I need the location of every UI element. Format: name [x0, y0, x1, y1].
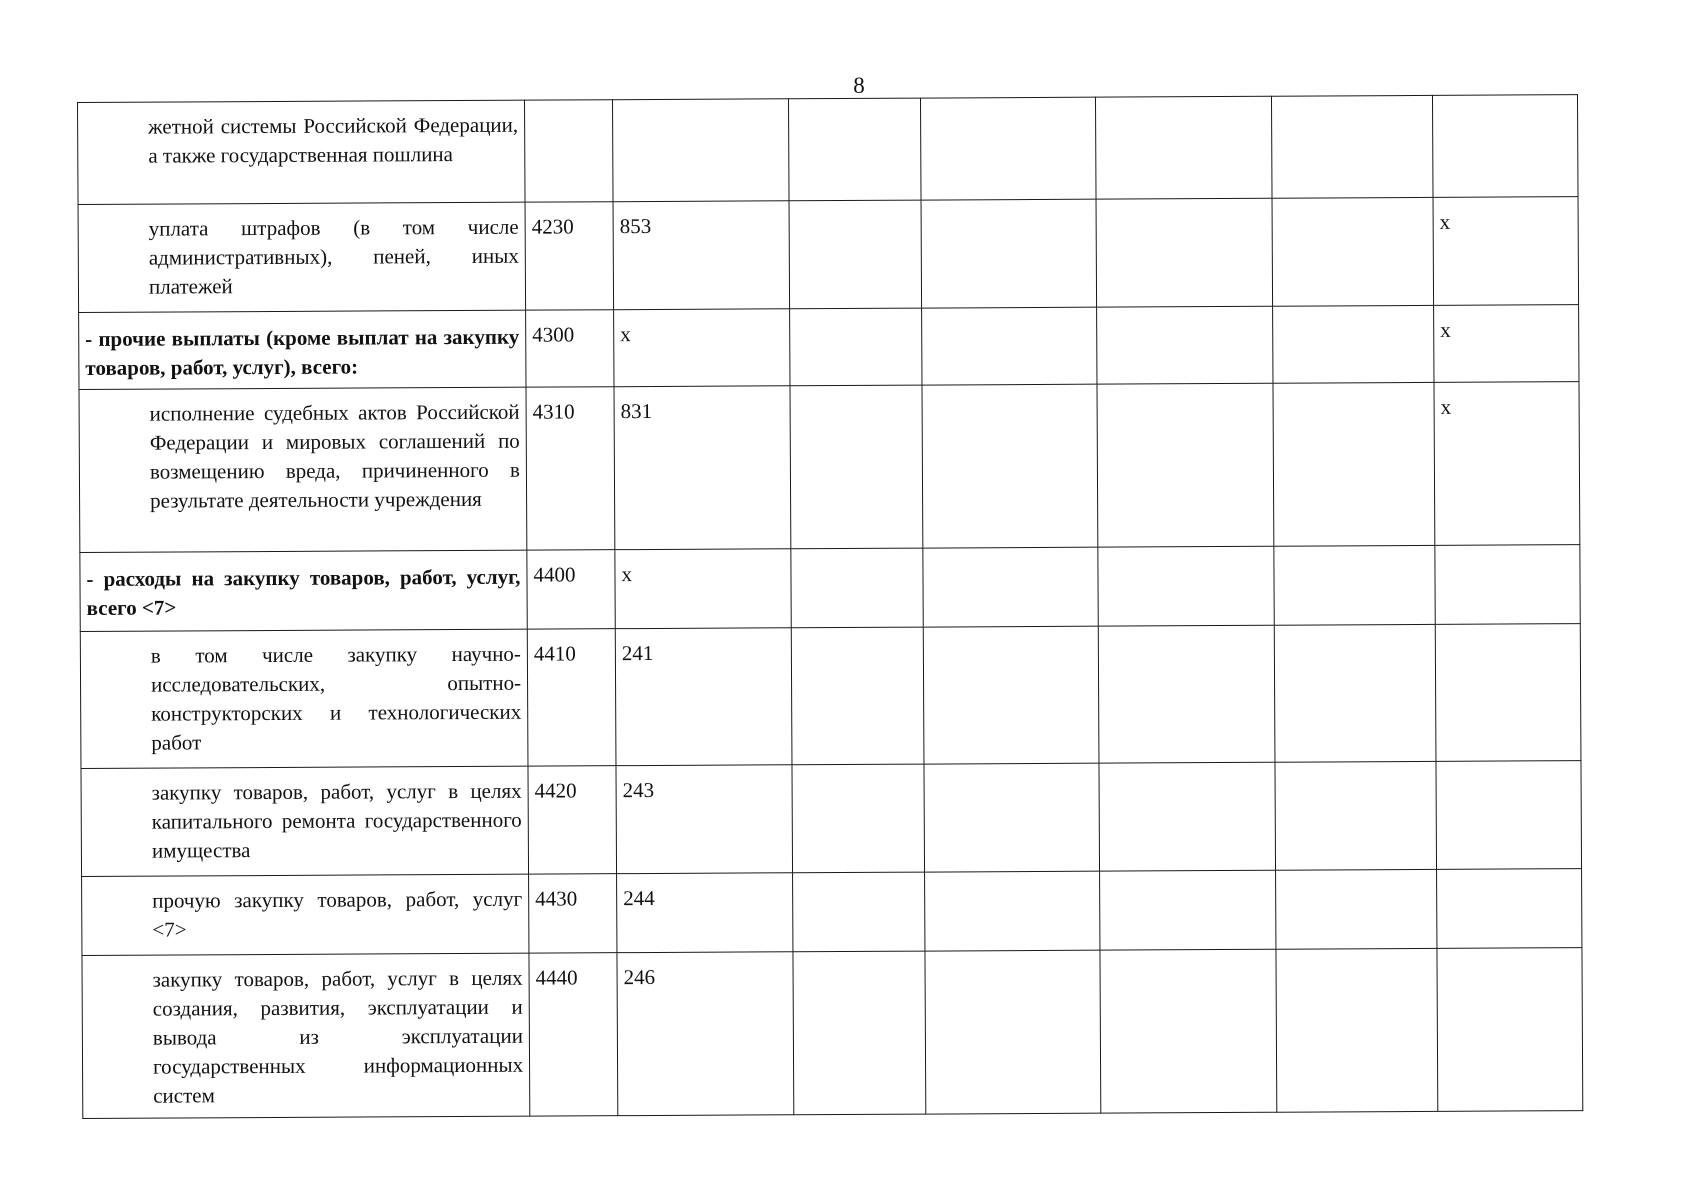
table-cell — [791, 548, 923, 628]
row-code: 4410 — [527, 629, 616, 766]
row-not-applicable-mark — [1432, 95, 1578, 198]
row-code: 4440 — [529, 953, 618, 1116]
table-cell — [790, 308, 922, 386]
table-row — [79, 305, 1579, 390]
table-row — [78, 95, 1579, 205]
table-cell — [1100, 870, 1276, 950]
table-cell — [1271, 95, 1433, 198]
row-not-applicable-mark — [1435, 545, 1580, 625]
row-not-applicable-mark — [1436, 761, 1582, 870]
row-not-applicable-mark — [1435, 624, 1581, 762]
table-row — [81, 761, 1582, 877]
table-cell — [920, 97, 1096, 200]
row-kbk-code: 831 — [614, 386, 791, 550]
table-cell — [788, 98, 921, 201]
table-cell — [1100, 949, 1277, 1113]
table-cell — [1096, 198, 1273, 307]
row-kbk-code — [612, 99, 789, 202]
table-cell — [792, 764, 925, 873]
table-row — [79, 382, 1580, 553]
table-cell — [924, 763, 1100, 872]
row-kbk-code: 853 — [613, 201, 790, 310]
table-cell — [1273, 382, 1435, 546]
budget-table — [77, 94, 1583, 1119]
table-cell — [789, 200, 922, 309]
row-description: - расходы на закупку товаров, работ, услуг, всего <7> — [80, 550, 527, 631]
table-cell — [1274, 624, 1436, 762]
row-code: 4430 — [529, 874, 617, 953]
table-cell — [921, 199, 1097, 308]
row-kbk-code: 243 — [616, 765, 793, 874]
row-description: в том числе закупку научно-исследовательских, опытно-конструкторских и технологических работ — [80, 629, 528, 768]
row-code — [524, 100, 613, 202]
table-cell — [1098, 625, 1275, 763]
row-not-applicable-mark: x — [1434, 305, 1579, 383]
table-row — [80, 545, 1580, 632]
row-description: жетной системы Российской Федерации, а также государственная пошлина — [78, 100, 526, 204]
row-kbk-code: x — [614, 309, 790, 387]
table-cell — [922, 384, 1098, 548]
table-cell — [922, 307, 1097, 385]
table-cell — [790, 385, 923, 549]
table-cell — [1274, 545, 1435, 625]
page-number: 8 — [853, 73, 865, 98]
table-cell — [1273, 305, 1434, 383]
row-kbk-code: 241 — [615, 628, 792, 766]
row-code: 4230 — [525, 202, 614, 310]
table-row — [80, 624, 1581, 769]
row-code: 4400 — [527, 550, 615, 629]
table-cell — [1097, 383, 1274, 547]
table-cell — [1097, 306, 1273, 384]
row-description: - прочие выплаты (кроме выплат на закупку товаров, работ, услуг), всего: — [79, 310, 526, 389]
table-cell — [1275, 761, 1437, 870]
row-description: исполнение судебных актов Российской Федерации и мировых соглашений по возмещению вреда, причиненного в результате деятельности учреждения — [79, 387, 527, 552]
table-row — [78, 197, 1579, 313]
table-cell — [793, 872, 925, 952]
table-cell — [1272, 197, 1434, 306]
row-description: закупку товаров, работ, услуг в целях создания, развития, эксплуатации и вывода из эксплуатации государственных информационных систем — [82, 953, 530, 1118]
row-description: прочую закупку товаров, работ, услуг <7> — [82, 874, 529, 955]
row-kbk-code: 244 — [617, 873, 793, 953]
row-not-applicable-mark: x — [1434, 382, 1580, 546]
row-not-applicable-mark: x — [1433, 197, 1579, 306]
table-cell — [925, 950, 1101, 1114]
table-cell — [791, 627, 924, 765]
row-description: уплата штрафов (в том числе административных), пеней, иных платежей — [78, 202, 526, 312]
table-cell — [1099, 762, 1276, 871]
row-description: закупку товаров, работ, услуг в целях капитального ремонта государственного имущества — [81, 766, 529, 876]
row-code: 4300 — [526, 310, 614, 387]
row-code: 4420 — [528, 766, 617, 874]
table-cell — [793, 951, 926, 1115]
table-cell — [1098, 546, 1274, 626]
table-cell — [1095, 96, 1272, 199]
row-code: 4310 — [526, 387, 615, 550]
table-cell — [925, 871, 1100, 951]
row-not-applicable-mark — [1437, 948, 1583, 1112]
table-row — [82, 869, 1582, 956]
table-row — [82, 948, 1583, 1119]
row-not-applicable-mark — [1437, 869, 1582, 949]
table-cell — [923, 626, 1099, 764]
row-kbk-code: x — [615, 549, 791, 629]
row-kbk-code: 246 — [617, 952, 794, 1116]
table-cell — [1276, 869, 1437, 949]
table-cell — [1276, 948, 1438, 1112]
table-cell — [923, 547, 1098, 627]
